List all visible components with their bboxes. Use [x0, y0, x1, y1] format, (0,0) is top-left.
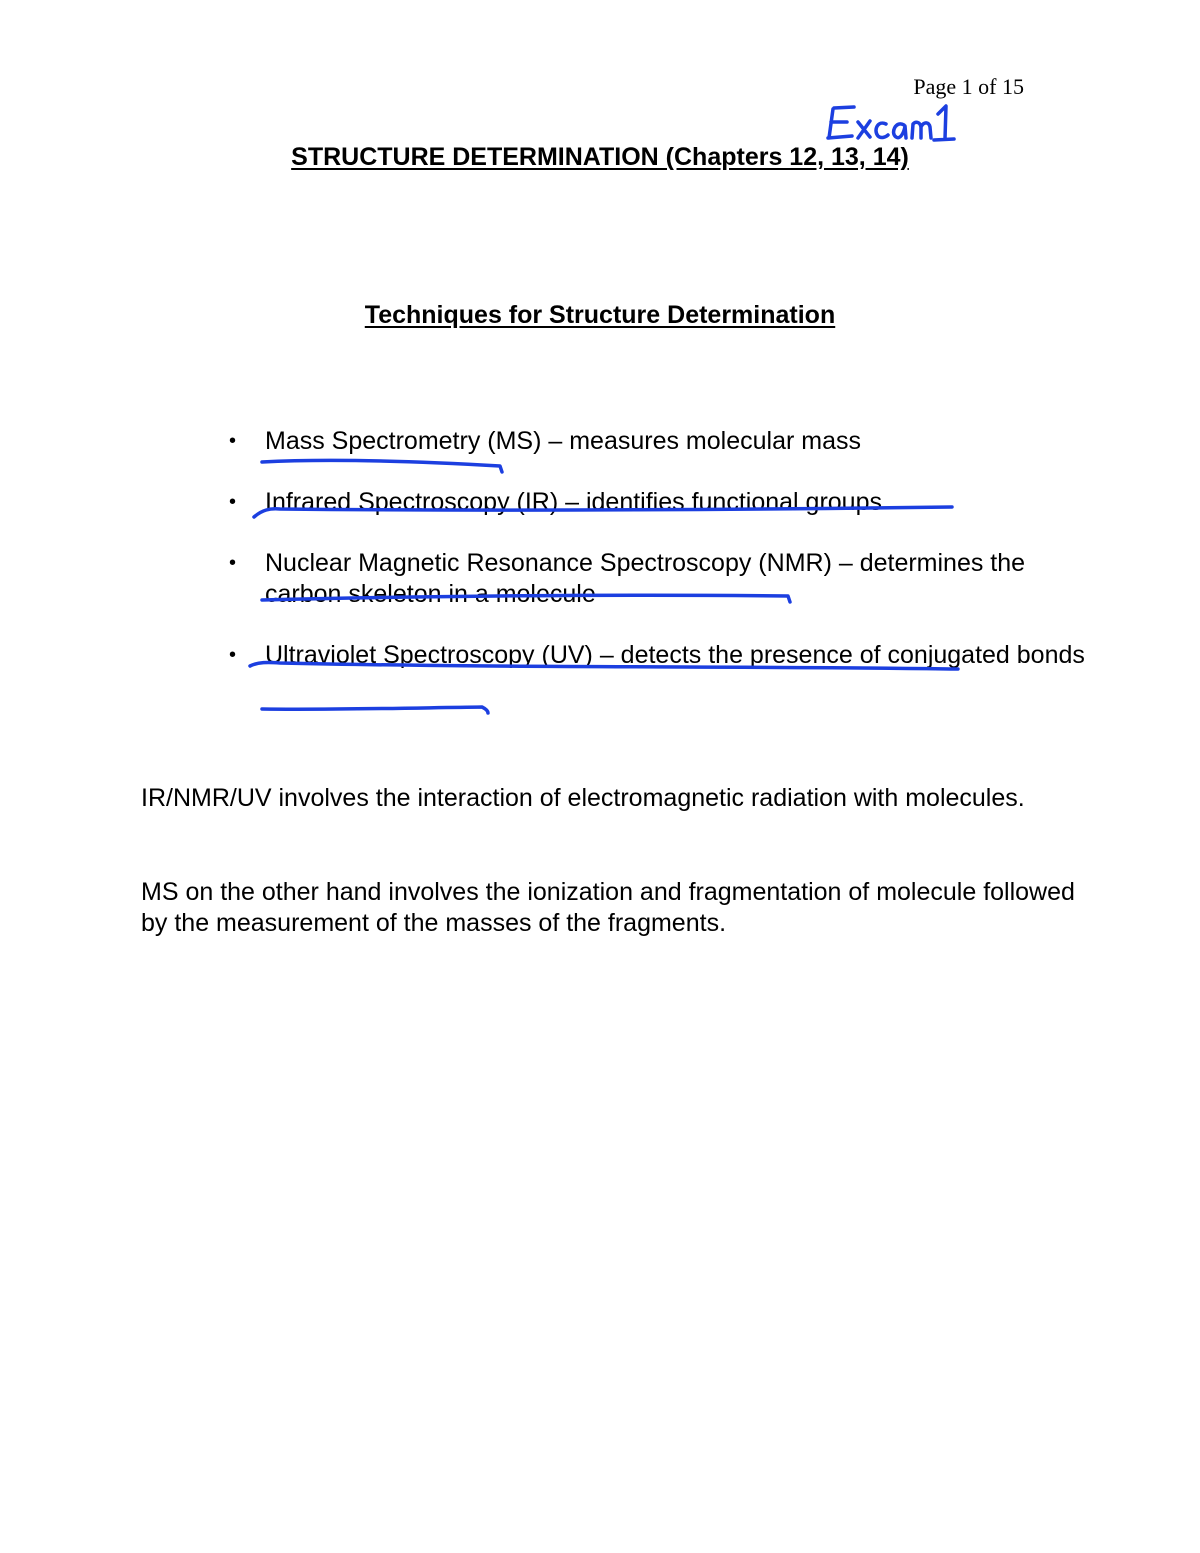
ink-strike-uv-2: [262, 707, 488, 713]
handwritten-exam-note: [820, 100, 960, 148]
list-item: • Infrared Spectroscopy (IR) – identifies functional groups: [225, 487, 1085, 518]
techniques-list: [225, 426, 1085, 701]
paragraph-ms-description: MS on the other hand involves the ionization and fragmentation of molecule followed by the measurement of the masses of the fragments.: [141, 878, 1075, 937]
document-title: STRUCTURE DETERMINATION (Chapters 12, 13, 14): [291, 143, 909, 171]
paragraph-em-radiation: IR/NMR/UV involves the interaction of electromagnetic radiation with molecules.: [141, 784, 1025, 812]
section-subtitle: Techniques for Structure Determination: [364, 301, 836, 329]
list-item: • Ultraviolet Spectroscopy (UV) – detects the presence of conjugated bonds: [225, 640, 1085, 671]
list-item: • Mass Spectrometry (MS) – measures molecular mass: [225, 426, 1085, 457]
list-item: • Nuclear Magnetic Resonance Spectroscopy (NMR) – determines the carbon skeleton in a molecule: [225, 548, 1085, 610]
page-number: Page 1 of 15: [913, 74, 1024, 99]
